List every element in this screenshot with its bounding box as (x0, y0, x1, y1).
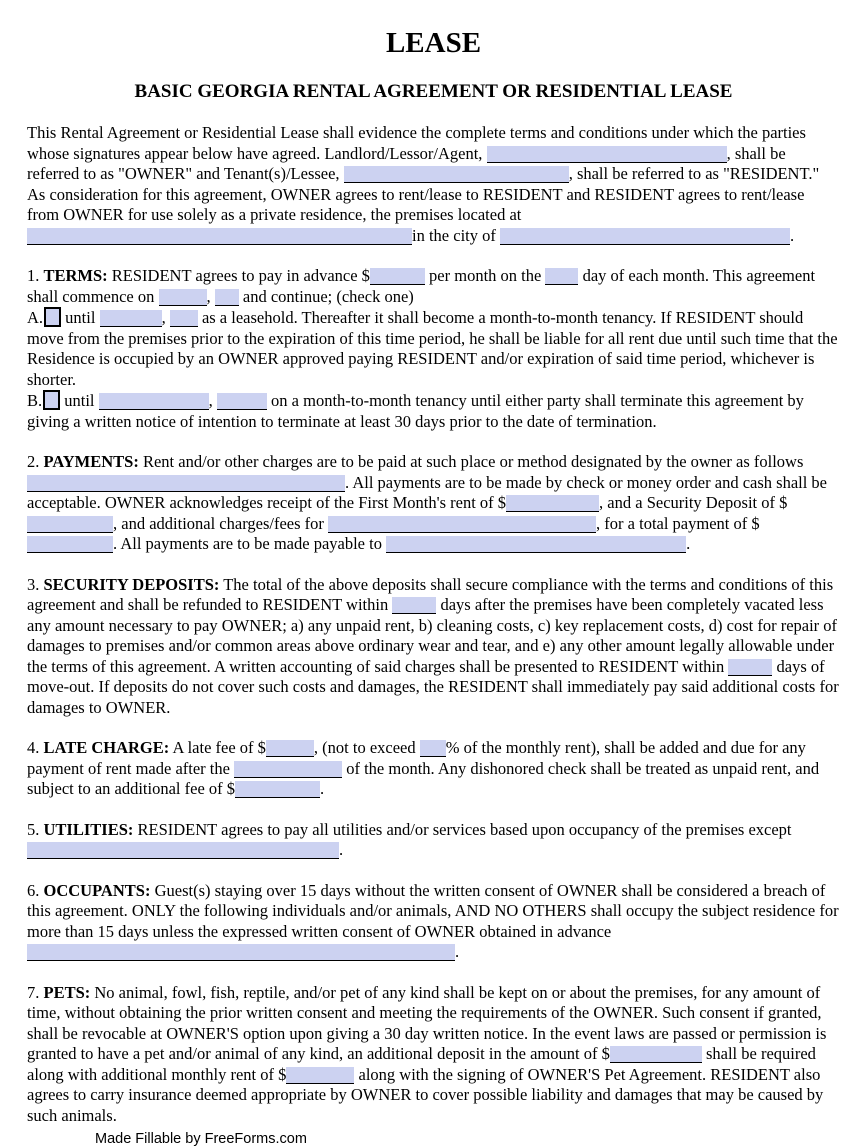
section-utilities (27, 820, 840, 861)
text-run: . (320, 779, 325, 798)
security-deposit-field[interactable] (27, 516, 113, 533)
leasehold-end-year-field[interactable] (170, 310, 198, 327)
paragraph-intro (27, 123, 840, 246)
text-run: . (789, 225, 795, 245)
payment-place-field[interactable] (27, 475, 345, 492)
text-run: days after the premises have been completely vacated less any amount necessary to pay OWNER; a) any unpaid rent, b) cleaning costs, c) key replacement costs, d) cost for repair of damages to premises and/or common areas above ordinary wear and tear, and e) any other amount legally allowable under the terms of this agreement. A written accounting of said charges shall be presented to RESIDENT within (27, 595, 838, 676)
text-run: This Rental Agreement or Residential Lease shall evidence the complete terms and conditions under which the parties whose signatures appear below have agreed. Landlord/Lessor/Agent, (27, 123, 806, 163)
section-label: OCCUPANTS: (43, 880, 151, 900)
text-run: , (161, 308, 170, 327)
section-pets (27, 983, 840, 1127)
tenant-lessee-field[interactable] (344, 166, 569, 183)
section-late-charge (27, 738, 840, 800)
text-run: until (61, 308, 100, 327)
section-label: PETS: (43, 982, 91, 1002)
section-occupants (27, 881, 840, 963)
rent-due-day-field[interactable] (545, 268, 578, 285)
text-run: 3. (27, 574, 44, 594)
text-run: 7. (27, 982, 44, 1002)
text-run: , and a Security Deposit of $ (599, 493, 788, 512)
text-run: , and additional charges/fees for (113, 513, 329, 533)
monthly-rent-field[interactable] (370, 268, 425, 285)
text-run: . (339, 840, 344, 859)
month-to-month-date-field[interactable] (99, 393, 209, 410)
section-label: PAYMENTS: (43, 452, 139, 471)
text-run: per month on the (424, 266, 546, 285)
section-terms (27, 266, 840, 432)
document-title: LEASE (385, 27, 482, 59)
text-run: Guest(s) staying over 15 days without the written consent of OWNER shall be considered a breach of this agreement. ONLY the following individuals and/or animals, AND NO OTHERS shall occupy the subject residence for more than 15 days unless the expressed written consent of OWNER obtained in advance (27, 880, 839, 941)
text-run: 6. (27, 880, 44, 900)
refund-days-field[interactable] (392, 597, 436, 614)
text-run: 4. (27, 738, 44, 757)
dishonored-check-fee-field[interactable] (235, 781, 320, 798)
section-security-deposits (27, 575, 840, 719)
text-run: . All payments are to be made payable to (113, 534, 387, 553)
late-fee-percent-field[interactable] (420, 740, 446, 757)
text-run: of the month. Any dishonored check shall be treated as unpaid rent, and subject to an additional fee of $ (27, 758, 820, 798)
text-run: in the city of (412, 225, 500, 245)
landlord-lessor-agent-field[interactable] (487, 146, 727, 163)
text-run: 5. (27, 819, 44, 839)
document-subtitle: BASIC GEORGIA RENTAL AGREEMENT OR RESIDENTIAL LEASE (134, 81, 733, 102)
section-label: UTILITIES: (43, 819, 134, 839)
text-run: day of each month. This agreement shall commence on (27, 266, 816, 306)
section-label: SECURITY DEPOSITS: (43, 574, 220, 594)
section-payments (27, 452, 840, 555)
text-run: as a leasehold. Thereafter it shall become a month-to-month tenancy. If RESIDENT should move from the premises prior to the expiration of this time period, he shall be liable for all rent due until such time that the Residence is occupied by an OWNER approved paying RESIDENT and/or expiration of said time period, whichever is shorter. (27, 308, 838, 389)
text-run: , for a total payment of $ (596, 513, 760, 533)
first-month-rent-field[interactable] (506, 495, 599, 512)
option-a-checkbox[interactable] (44, 307, 61, 327)
option-b-checkbox[interactable] (43, 390, 60, 410)
text-run: until (60, 391, 99, 410)
text-run: 1. (27, 266, 44, 285)
commencement-date-field[interactable] (159, 289, 207, 306)
city-field[interactable] (500, 228, 790, 245)
pet-deposit-field[interactable] (610, 1046, 702, 1063)
leasehold-end-date-field[interactable] (100, 310, 162, 327)
text-run: days of move-out. If deposits do not cover such costs and damages, the RESIDENT shall immediately pay said additional costs for damages to OWNER. (27, 656, 839, 717)
text-run: Rent and/or other charges are to be paid at such place or method designated by the owner as follows (138, 452, 804, 471)
late-after-day-field[interactable] (234, 761, 342, 778)
text-run: , shall be referred to as "OWNER" and Tenant(s)/Lessee, (27, 143, 786, 183)
accounting-days-field[interactable] (728, 659, 772, 676)
text-run: A. (27, 308, 44, 327)
text-run: A late fee of $ (169, 738, 266, 757)
text-run: , shall be referred to as "RESIDENT." As consideration for this agreement, OWNER agrees to rent/lease to RESIDENT and RESIDENT agrees to rent/lease from OWNER for use solely as a private residence, the premises located at (27, 164, 820, 224)
text-run: RESIDENT agrees to pay all utilities and/or services based upon occupancy of the premises except (133, 819, 792, 839)
footer-credit: Made Fillable by FreeForms.com (95, 1131, 307, 1147)
text-run: and continue; (check one) (238, 286, 414, 306)
text-run: 2. (27, 452, 44, 471)
text-run: . (686, 534, 691, 553)
text-run: on a month-to-month tenancy until either party shall terminate this agreement by giving a written notice of intention to terminate at least 30 days prior to the date of termination. (27, 391, 804, 431)
utilities-exception-field[interactable] (27, 842, 339, 859)
text-run: B. (27, 391, 43, 410)
text-run: shall be required along with additional monthly rent of $ (27, 1044, 816, 1084)
premises-address-field[interactable] (27, 228, 412, 245)
payable-to-field[interactable] (386, 536, 686, 553)
text-run: No animal, fowl, fish, reptile, and/or pet of any kind shall be kept on or about the premises, for any amount of time, without obtaining the prior written consent and meeting the requirements of the OWNER. Such consent if granted, shall be revocable at OWNER'S option upon giving a 30 day written notice. In the event laws are passed or permission is granted to have a pet and/or animal of any kind, an additional deposit in the amount of $ (27, 982, 827, 1063)
pet-monthly-rent-field[interactable] (286, 1067, 354, 1084)
occupants-list-field[interactable] (27, 944, 455, 961)
month-to-month-year-field[interactable] (217, 393, 267, 410)
commencement-year-field[interactable] (215, 289, 239, 306)
section-label: LATE CHARGE: (43, 738, 170, 757)
text-run: , (206, 286, 215, 306)
text-run: , (not to exceed (313, 738, 420, 757)
text-run: , (208, 391, 217, 410)
total-payment-field[interactable] (27, 536, 113, 553)
text-run: along with the signing of OWNER'S Pet Agreement. RESIDENT also agrees to carry insurance deemed appropriate by OWNER to cover possible liability and damages that may be caused by such animals. (27, 1064, 824, 1125)
text-run: . All payments are to be made by check or money order and cash shall be acceptable. OWNER acknowledges receipt of the First Month's rent of $ (27, 472, 828, 512)
text-run: . (455, 942, 460, 961)
text-run: The total of the above deposits shall secure compliance with the terms and conditions of this agreement and shall be refunded to RESIDENT within (27, 574, 834, 614)
text-run: RESIDENT agrees to pay in advance $ (107, 266, 370, 285)
late-fee-field[interactable] (266, 740, 314, 757)
section-label: TERMS: (43, 266, 108, 285)
text-run: % of the monthly rent), shall be added and due for any payment of rent made after the (27, 738, 806, 778)
additional-charges-field[interactable] (328, 516, 596, 533)
